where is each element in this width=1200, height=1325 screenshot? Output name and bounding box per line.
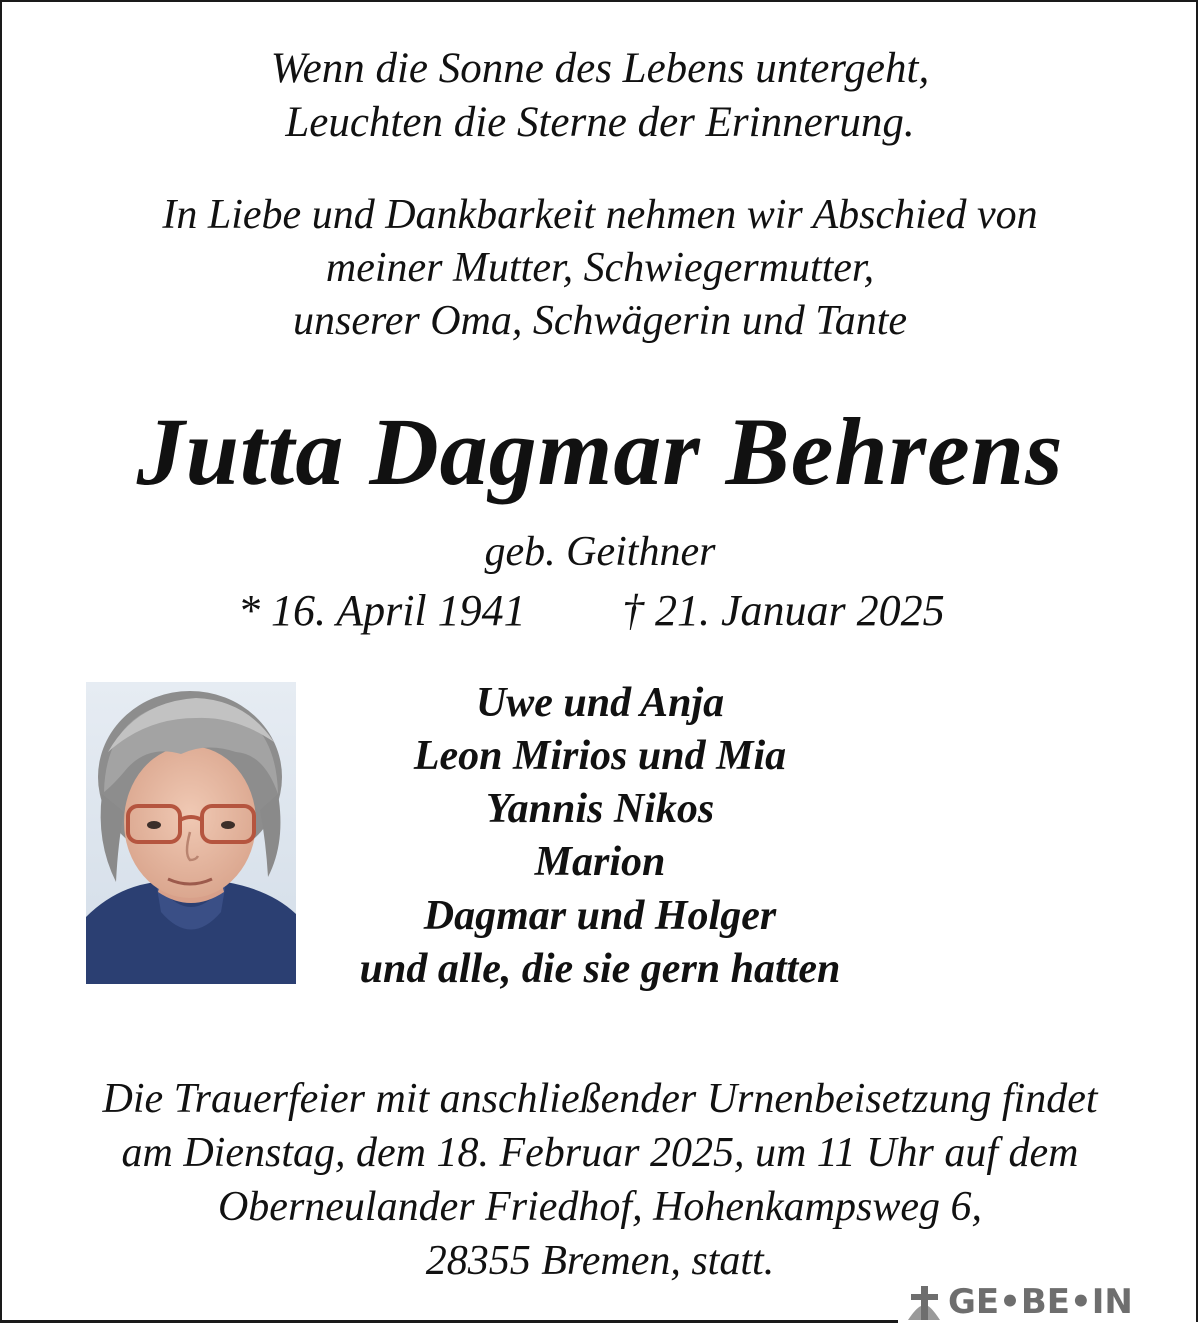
mourner-line: Dagmar und Holger	[423, 893, 777, 939]
service-line-2: am Dienstag, dem 18. Februar 2025, um 11 Uhr auf dem	[121, 1130, 1079, 1176]
funeral-cross-logo-icon	[904, 1282, 944, 1322]
intro-line-3: unserer Oma, Schwägerin und Tante	[292, 298, 908, 344]
gebein-logo	[904, 1280, 1133, 1324]
bottom-border-line	[0, 1320, 898, 1323]
mourner-line: Marion	[534, 839, 666, 885]
mourner-line: Yannis Nikos	[485, 786, 715, 832]
birth-date: * 16. April 1941	[238, 586, 526, 635]
death-date: † 21. Januar 2025	[622, 586, 945, 635]
deceased-name: Jutta Dagmar Behrens	[136, 398, 1064, 505]
logo-text: GE•BE•IN	[948, 1282, 1133, 1322]
intro-line-1: In Liebe und Dankbarkeit nehmen wir Abschied von	[162, 192, 1038, 238]
mourner-line: Uwe und Anja	[475, 680, 725, 726]
birth-name: geb. Geithner	[484, 529, 716, 575]
mourner-line: Leon Mirios und Mia	[413, 733, 787, 779]
service-line-1: Die Trauerfeier mit anschließender Urnenbeisetzung findet	[102, 1076, 1098, 1122]
motto-line-1: Wenn die Sonne des Lebens untergeht,	[270, 45, 930, 92]
motto-line-2: Leuchten die Sterne der Erinnerung.	[285, 99, 915, 146]
mourner-line: und alle, die sie gern hatten	[359, 946, 841, 992]
service-line-3: Oberneulander Friedhof, Hohenkampsweg 6,	[217, 1184, 983, 1230]
portrait-illustration	[86, 682, 296, 984]
portrait-photo	[86, 682, 296, 984]
service-line-4: 28355 Bremen, statt.	[425, 1238, 775, 1284]
intro-line-2: meiner Mutter, Schwiegermutter,	[325, 245, 875, 291]
